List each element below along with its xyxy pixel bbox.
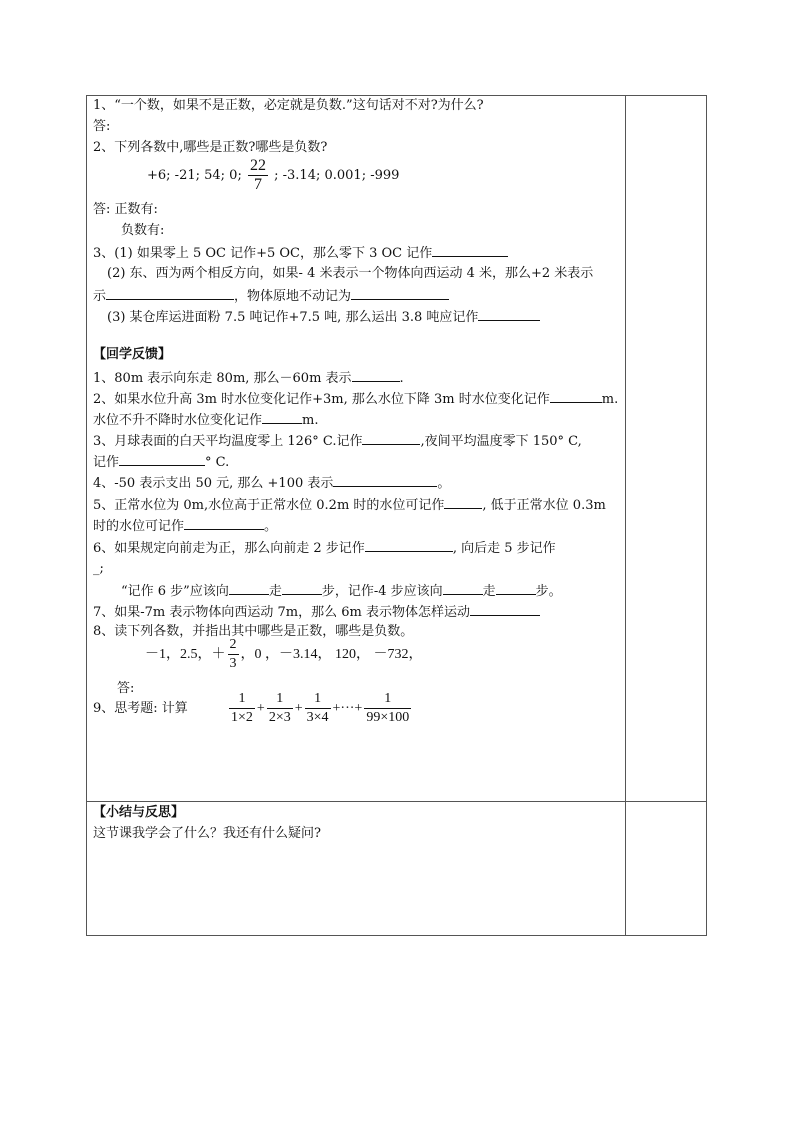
answer-blank[interactable] <box>229 580 269 595</box>
answer-blank[interactable] <box>365 537 453 552</box>
question-2-numbers: +6; -21; 54; 0; $\frac{22}{7}$ ; -3.14; 0.001; -999 <box>147 157 400 193</box>
feedback-item-9-label: 9、思考题: 计算 <box>93 701 188 716</box>
feedback-item-9-expression: $\frac{1}{1\times 2}$ + $\frac{1}{2\times 3}$ + $\frac{1}{3\times 4}$ +···+ $\frac{1}{99\times 100}$ <box>231 691 410 726</box>
answer-blank[interactable] <box>444 494 482 509</box>
answer-blank[interactable] <box>443 580 483 595</box>
feedback-item-6: 6、如果规定向前走为正，那么向前走 2 步记作 , 向后走 5 步记作 <box>93 537 556 557</box>
feedback-heading: 【回学反馈】 <box>93 347 172 362</box>
answer-blank[interactable] <box>262 409 302 424</box>
answer-blank[interactable] <box>496 580 536 595</box>
answer-blank[interactable] <box>470 601 540 616</box>
answer-blank[interactable] <box>550 388 602 403</box>
feedback-item-7: 7、如果-7m 表示物体向西运动 7m，那么 6m 表示物体怎样运动 <box>93 601 540 621</box>
answer-blank[interactable] <box>432 242 508 257</box>
fraction-1-over-3x4: $\frac{1}{3\times 4}$ <box>306 691 329 726</box>
column-divider <box>625 96 626 935</box>
feedback-item-5-cont: 时的水位可记作 。 <box>93 515 277 535</box>
question-3-part-2-cont: 示 ，物体原地不动记为 <box>93 285 449 305</box>
feedback-item-2-cont: 水位不升不降时水位变化记作 m. <box>93 409 318 429</box>
feedback-item-3: 3、月球表面的白天平均温度零上 126° C.记作 ,夜间平均温度零下 150° C, <box>93 430 582 450</box>
answer-blank[interactable] <box>184 515 264 530</box>
feedback-item-1: 1、80m 表示向东走 80m, 那么－60m 表示 . <box>93 367 404 387</box>
question-2: 2、下列各数中,哪些是正数?哪些是负数? <box>93 140 328 155</box>
question-1-answer: 答: <box>93 119 111 134</box>
feedback-item-8-numbers: －1，2.5，＋ $\frac{2}{3}$ ，0 ，－3.14， 120， －732， <box>145 637 423 672</box>
answer-blank[interactable] <box>282 580 322 595</box>
answer-blank[interactable] <box>333 472 437 487</box>
fraction-1-over-1x2: $\frac{1}{1\times 2}$ <box>231 691 253 726</box>
feedback-item-2: 2、如果水位升高 3m 时水位变化记作+3m, 那么水位下降 3m 时水位变化记作 m. <box>93 388 618 408</box>
answer-blank[interactable] <box>351 285 449 300</box>
summary-text: 这节课我学会了什么？我还有什么疑问? <box>93 826 321 841</box>
feedback-item-3-cont: 记作 ° C. <box>93 451 229 471</box>
answer-blank[interactable] <box>119 451 205 466</box>
question-2-answer-negative: 负数有: <box>121 223 165 238</box>
feedback-item-4: 4、-50 表示支出 50 元, 那么 +100 表示 。 <box>93 472 450 492</box>
fraction-22-7: $\frac{22}{7}$ <box>249 157 266 193</box>
answer-blank[interactable] <box>106 285 234 300</box>
summary-heading: 【小结与反思】 <box>93 805 185 820</box>
feedback-item-6-direction: “记作 6 步”应该向 走 步，记作-4 步应该向 走 步。 <box>121 580 562 600</box>
question-3-part-2: (2) 东、西为两个相反方向，如果- 4 米表示一个物体向西运动 4 米，那么+2 米表示 <box>107 266 594 281</box>
fraction-2-3: $\frac{2}{3}$ <box>229 637 237 672</box>
feedback-item-8-answer: 答: <box>117 681 135 696</box>
fraction-1-over-2x3: $\frac{1}{2\times 3}$ <box>268 691 291 726</box>
feedback-item-5: 5、正常水位为 0m,水位高于正常水位 0.2m 时的水位可记作 , 低于正常水位 0.3m <box>93 494 606 514</box>
question-3-part-3: (3) 某仓库运进面粉 7.5 吨记作+7.5 吨, 那么运出 3.8 吨应记作 <box>107 306 540 326</box>
answer-blank[interactable] <box>352 367 400 382</box>
row-divider <box>87 801 706 802</box>
answer-blank[interactable] <box>362 430 420 445</box>
worksheet-table <box>86 95 707 936</box>
feedback-item-8: 8、读下列各数，并指出其中哪些是正数，哪些是负数。 <box>93 624 414 639</box>
question-3-part-1: 3、(1) 如果零上 5 OC 记作+5 OC，那么零下 3 OC 记作 <box>93 242 508 262</box>
question-2-answer-positive: 答: 正数有: <box>93 202 158 217</box>
fraction-1-over-99x100: $\frac{1}{99\times 100}$ <box>366 691 410 726</box>
question-1: 1、“一个数，如果不是正数，必定就是负数.”这句话对不对?为什么? <box>93 98 484 113</box>
feedback-item-6-cont: _; <box>93 561 104 576</box>
answer-blank[interactable] <box>478 306 540 321</box>
